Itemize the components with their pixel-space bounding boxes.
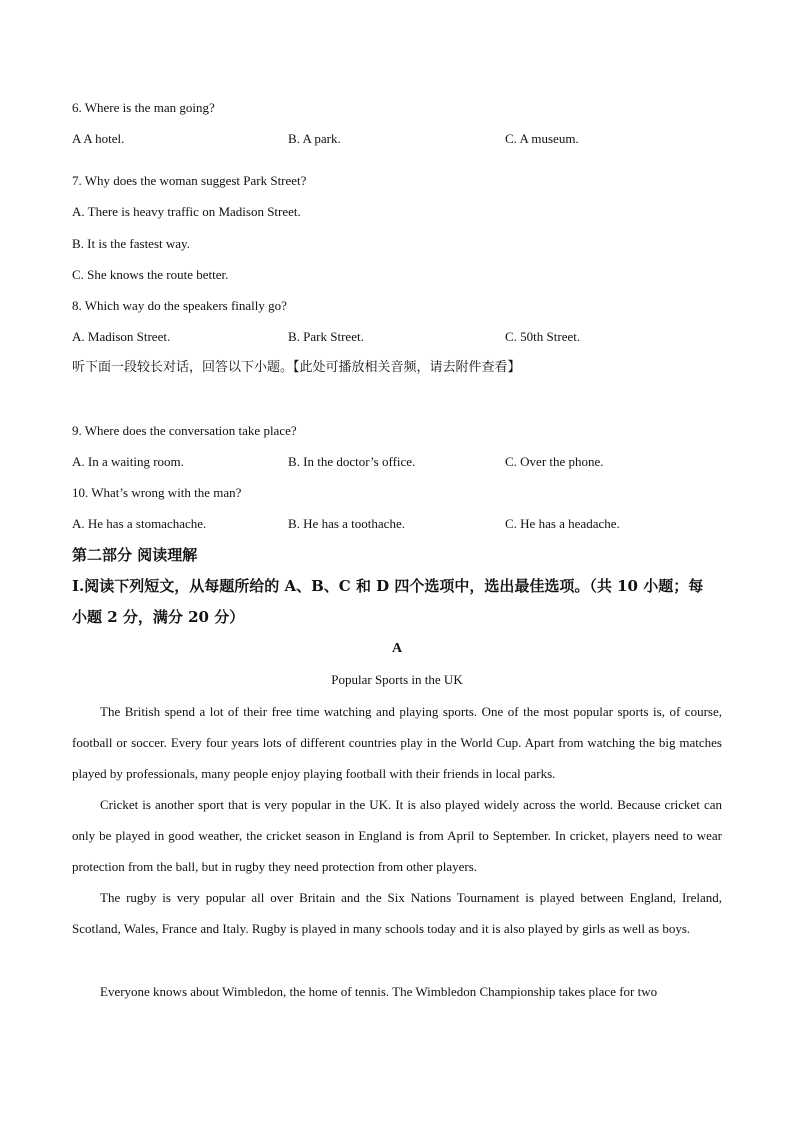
paragraph-4: Everyone knows about Wimbledon, the home of tennis. The Wimbledon Championship takes place for two — [100, 984, 658, 999]
q8-option-a: A. Madison Street. — [72, 329, 171, 344]
question-6: 6. Where is the man going? — [72, 100, 215, 115]
q9-option-b: B. In the doctor’s office. — [288, 454, 416, 469]
listening-instruction: 听下面一段较长对话，回答以下小题。【此处可播放相关音频，请去附件查看】 — [72, 360, 521, 375]
q10-option-b: B. He has a toothache. — [288, 516, 405, 531]
q8-option-c: C. 50th Street. — [505, 329, 581, 344]
q7-option-a: A. There is heavy traffic on Madison Street. — [72, 204, 301, 219]
reading-instruction-line1: I.阅读下列短文，从每题所给的 A、B、C 和 D 四个选项中，选出最佳选项。（共 10 小题；每 — [72, 577, 704, 595]
question-9: 9. Where does the conversation take place? — [72, 423, 297, 438]
q6-option-c: C. A museum. — [505, 131, 579, 146]
question-8: 8. Which way do the speakers finally go? — [72, 298, 287, 313]
q9-option-c: C. Over the phone. — [505, 454, 604, 469]
part-title: 第二部分 阅读理解 — [72, 546, 198, 564]
passage-letter: A — [391, 641, 403, 656]
paragraph-3: The rugby is very popular all over Britain and the Six Nations Tournament is played between England, Ireland, Scotland, Wales, France and Italy. Rugby is played in many schools today and it is also played by girls as well as boys. — [72, 890, 722, 936]
q7-option-c: C. She knows the route better. — [72, 267, 229, 282]
q6-option-b: B. A park. — [288, 131, 341, 146]
passage-title: Popular Sports in the UK — [331, 672, 463, 687]
q10-option-c: C. He has a headache. — [505, 516, 620, 531]
paragraph-1: The British spend a lot of their free time watching and playing sports. One of the most popular sports is, of course, football or soccer. Every four years lots of different countries play in the World Cup. Apart from watching the big matches played by professionals, many people enjoy playing football with their friends in local parks. — [72, 704, 722, 781]
q9-option-a: A. In a waiting room. — [72, 454, 184, 469]
q7-option-b: B. It is the fastest way. — [72, 236, 190, 251]
reading-instruction-line2: 小题 2 分，满分 20 分） — [72, 608, 245, 626]
q8-option-b: B. Park Street. — [288, 329, 364, 344]
q6-option-a: A A hotel. — [72, 131, 125, 146]
q10-option-a: A. He has a stomachache. — [72, 516, 207, 531]
question-10: 10. What’s wrong with the man? — [72, 485, 242, 500]
paragraph-2: Cricket is another sport that is very popular in the UK. It is also played widely across the world. Because cricket can only be played in good weather, the cricket season in England is from April to September. In cricket, players need to wear protection from the ball, but in rugby they need protection from other players. — [72, 797, 722, 874]
question-7: 7. Why does the woman suggest Park Street? — [72, 173, 307, 188]
